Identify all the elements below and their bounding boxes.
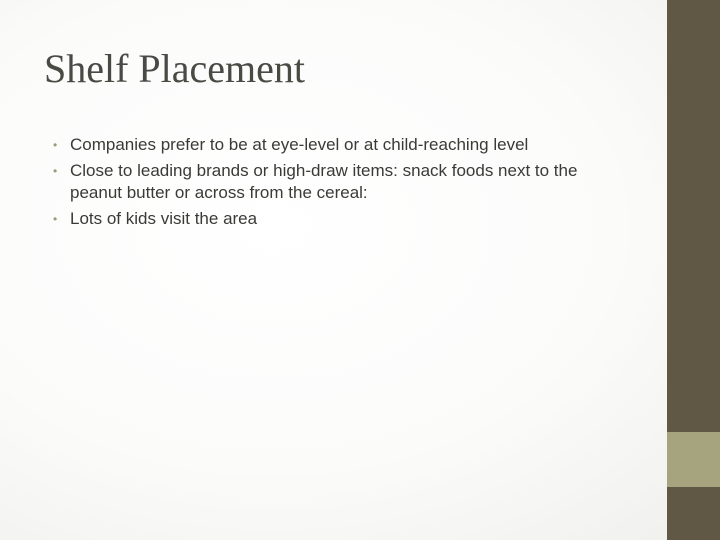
slide-title: Shelf Placement <box>44 46 306 91</box>
bullet-dot-icon: • <box>53 164 58 178</box>
bullet-text: Lots of kids visit the area <box>70 209 258 228</box>
side-accent-block <box>667 432 720 487</box>
bullet-list <box>53 134 633 234</box>
bullet-item <box>53 208 633 230</box>
bullet-dot-icon: • <box>53 138 58 152</box>
bullet-text: Companies prefer to be at eye-level or at child-reaching level <box>70 135 529 154</box>
bullet-item <box>53 160 633 204</box>
bullet-dot-icon: • <box>53 212 58 226</box>
bullet-text: Close to leading brands or high-draw items: snack foods next to the peanut butter or across from the cereal: <box>70 161 578 202</box>
bullet-item <box>53 134 633 156</box>
